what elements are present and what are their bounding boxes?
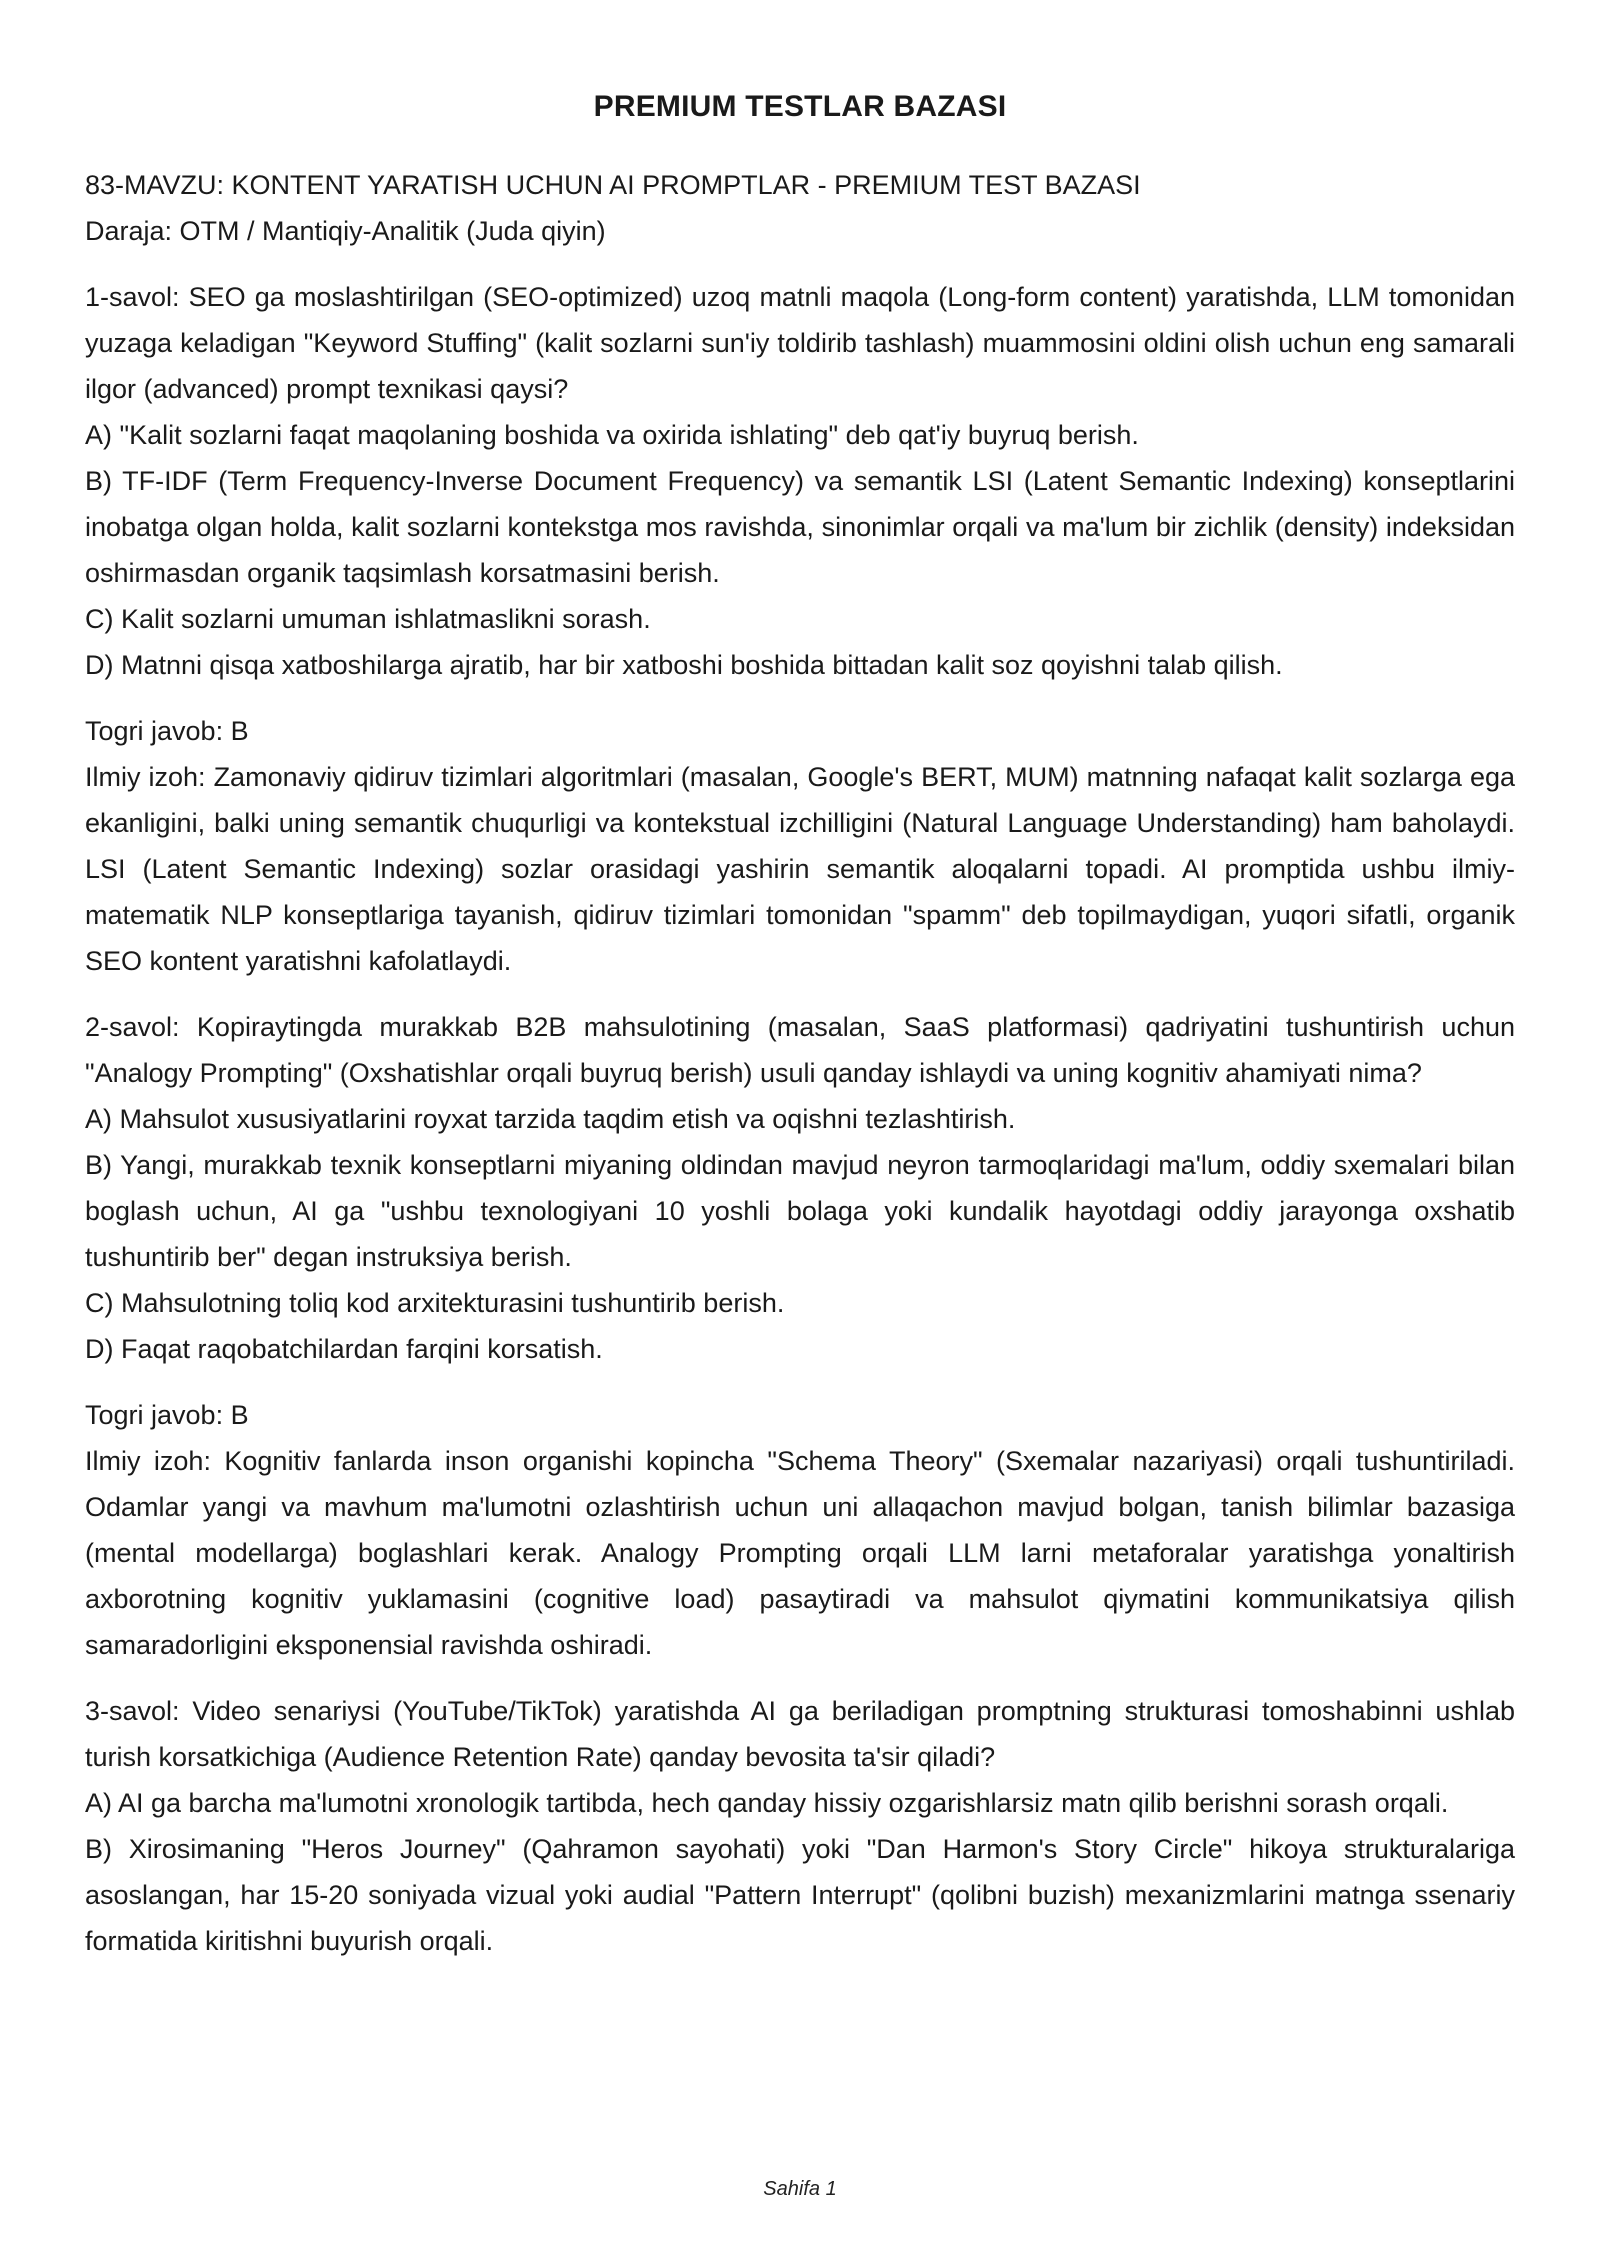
question-text: 2-savol: Kopiraytingda murakkab B2B mahsulotining (masalan, SaaS platformasi) qadriyatini tushuntirish uchun "Analogy Prompting" (Oxshatishlar orqali buyruq berish) usuli qanday ishlaydi va uning kognitiv ahamiyati nima?: [85, 1012, 1515, 1088]
spacer: [85, 688, 1515, 708]
explanation: Ilmiy izoh: Zamonaviy qidiruv tizimlari algoritmlari (masalan, Google's BERT, MUM) matnning nafaqat kalit sozlarga ega ekanligini, balki uning semantik chuqurligi va kontekstual izchilligini (Natural Language Understanding) ham baholaydi. LSI (Latent Semantic Indexing) sozlar orasidagi yashirin semantik aloqalarni topadi. AI promptida ushbu ilmiy-matematik NLP konseptlariga tayanish, qidiruv tizimlari tomonidan "spamm" deb topilmaydigan, yuqori sifatli, organik SEO kontent yaratishni kafolatlaydi.: [85, 762, 1515, 976]
topic-heading: 83-MAVZU: KONTENT YARATISH UCHUN AI PROMPTLAR - PREMIUM TEST BAZASI: [85, 170, 1141, 200]
option-d: D) Matnni qisqa xatboshilarga ajratib, har bir xatboshi boshida bittadan kalit soz qoyishni talab qilish.: [85, 650, 1283, 680]
option-a: A) AI ga barcha ma'lumotni xronologik tartibda, hech qanday hissiy ozgarishlarsiz matn qilib berishni sorash orqali.: [85, 1788, 1449, 1818]
option-b: B) TF-IDF (Term Frequency-Inverse Document Frequency) va semantik LSI (Latent Semantic Indexing) konseptlarini inobatga olgan holda, kalit sozlarni kontekstga mos ravishda, sinonimlar orqali va ma'lum bir zichlik (density) indeksidan oshirmasdan organik taqsimlash korsatmasini berish.: [85, 466, 1515, 588]
spacer: [85, 1668, 1515, 1688]
difficulty-level: Daraja: OTM / Mantiqiy-Analitik (Juda qiyin): [85, 216, 606, 246]
spacer: [85, 1372, 1515, 1392]
question-block-1: [85, 274, 1515, 984]
option-b: B) Xirosimaning "Heros Journey" (Qahramon sayohati) yoki "Dan Harmon's Story Circle" hikoya strukturalariga asoslangan, har 15-20 soniyada vizual yoki audial "Pattern Interrupt" (qolibni buzish) mexanizmlarini matnga ssenariy formatida kiritishni buyurish orqali.: [85, 1834, 1515, 1956]
option-c: C) Kalit sozlarni umuman ishlatmaslikni sorash.: [85, 604, 651, 634]
option-d: D) Faqat raqobatchilardan farqini korsatish.: [85, 1334, 603, 1364]
spacer: [85, 254, 1515, 274]
correct-answer: Togri javob: B: [85, 1400, 249, 1430]
question-block-2: [85, 1004, 1515, 1668]
option-c: C) Mahsulotning toliq kod arxitekturasini tushuntirib berish.: [85, 1288, 785, 1318]
question-text: 1-savol: SEO ga moslashtirilgan (SEO-optimized) uzoq matnli maqola (Long-form content) yaratishda, LLM tomonidan yuzaga keladigan "Keyword Stuffing" (kalit sozlarni sun'iy toldirib tashlash) muammosini oldini olish uchun eng samarali ilgor (advanced) prompt texnikasi qaysi?: [85, 282, 1515, 404]
page-number: Sahifa 1: [763, 2178, 837, 2200]
spacer: [85, 984, 1515, 1004]
question-block-3: [85, 1688, 1515, 1964]
correct-answer: Togri javob: B: [85, 716, 249, 746]
document-title: PREMIUM TESTLAR BAZASI: [593, 90, 1007, 123]
option-a: A) "Kalit sozlarni faqat maqolaning boshida va oxirida ishlating" deb qat'iy buyruq berish.: [85, 420, 1139, 450]
option-a: A) Mahsulot xususiyatlarini royxat tarzida taqdim etish va oqishni tezlashtirish.: [85, 1104, 1016, 1134]
question-text: 3-savol: Video senariysi (YouTube/TikTok) yaratishda AI ga beriladigan promptning strukturasi tomoshabinni ushlab turish korsatkichiga (Audience Retention Rate) qanday bevosita ta'sir qiladi?: [85, 1696, 1515, 1772]
option-b: B) Yangi, murakkab texnik konseptlarni miyaning oldindan mavjud neyron tarmoqlaridagi ma'lum, oddiy sxemalari bilan boglash uchun, AI ga "ushbu texnologiyani 10 yoshli bolaga yoki kundalik hayotdagi oddiy jarayonga oxshatib tushuntirib ber" degan instruksiya berish.: [85, 1150, 1515, 1272]
explanation: Ilmiy izoh: Kognitiv fanlarda inson organishi kopincha "Schema Theory" (Sxemalar nazariyasi) orqali tushuntiriladi. Odamlar yangi va mavhum ma'lumotni ozlashtirish uchun uni allaqachon mavjud bolgan, tanish bilimlar bazasiga (mental modellarga) boglashlari kerak. Analogy Prompting orqali LLM larni metaforalar yaratishga yonaltirish axborotning kognitiv yuklamasini (cognitive load) pasaytiradi va mahsulot qiymatini kommunikatsiya qilish samaradorligini eksponensial ravishda oshiradi.: [85, 1446, 1515, 1660]
